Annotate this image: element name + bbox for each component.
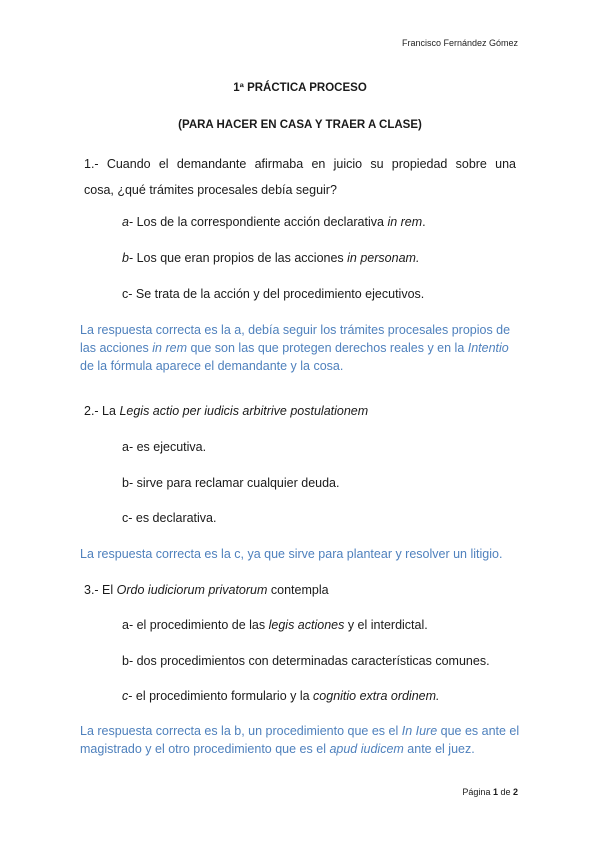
question-3-option-c xyxy=(122,689,440,703)
question-3-option-b: b- dos procedimientos con determinadas características comunes. xyxy=(122,654,490,668)
option-emphasis: in personam. xyxy=(347,251,420,265)
document-author: Francisco Fernández Gómez xyxy=(401,38,518,48)
answer-text: La respuesta correcta es la b, un procedimiento que es el xyxy=(80,724,402,738)
question-3 xyxy=(84,577,516,603)
question-1 xyxy=(84,151,516,203)
document-subtitle: (PARA HACER EN CASA Y TRAER A CLASE) xyxy=(178,119,422,131)
question-2-option-c: c- es declarativa. xyxy=(122,511,217,525)
question-2-option-b: b- sirve para reclamar cualquier deuda. xyxy=(122,476,340,490)
page-of: de xyxy=(497,787,513,797)
question-2-prefix: 2.- La xyxy=(84,404,120,418)
answer-text: ante el juez. xyxy=(403,742,475,756)
answer-text: que son las que protegen derechos reales y en la xyxy=(187,341,468,355)
question-2-option-a: a- es ejecutiva. xyxy=(122,440,207,454)
option-emphasis: in rem xyxy=(387,215,423,229)
option-letter: c xyxy=(122,689,129,703)
answer-emphasis: apud iudicem xyxy=(329,742,404,756)
option-emphasis: legis actiones xyxy=(268,618,345,632)
question-1-option-b xyxy=(122,251,419,265)
answer-text: La respuesta correcta es la a, debía seguir los trámites procesales propios de las acciones xyxy=(80,323,511,355)
option-letter: b xyxy=(122,251,129,265)
answer-emphasis: in rem xyxy=(152,341,187,355)
question-3-option-a xyxy=(122,618,428,632)
option-letter: a xyxy=(122,215,129,229)
option-text: - Los que eran propios de las acciones xyxy=(128,251,348,265)
question-1-option-a xyxy=(122,215,426,229)
answer-emphasis: Intentio xyxy=(467,341,509,355)
question-1-answer xyxy=(80,321,520,375)
answer-text: de la fórmula aparece el demandante y la cosa. xyxy=(80,359,344,373)
question-3-answer xyxy=(80,722,520,758)
question-2-answer: La respuesta correcta es la c, ya que sirve para plantear y resolver un litigio. xyxy=(80,547,503,561)
total-pages: 2 xyxy=(512,787,518,797)
question-2 xyxy=(84,398,516,424)
document-title: 1ª PRÁCTICA PROCESO xyxy=(233,82,367,94)
question-1-option-c: c- Se trata de la acción y del procedimiento ejecutivos. xyxy=(122,287,425,301)
question-1-line-2: cosa, ¿qué trámites procesales debía seguir? xyxy=(84,183,337,197)
page-number xyxy=(462,787,518,797)
page-label: Página xyxy=(462,787,493,797)
answer-text: que es ante el magistrado y el otro procedimiento que es el xyxy=(80,724,520,756)
question-3-prefix: 3.- El xyxy=(84,583,117,597)
question-3-suffix: contempla xyxy=(267,583,329,597)
question-1-line-1: 1.- Cuando el demandante afirmaba en juicio su propiedad sobre una xyxy=(84,157,516,171)
question-2-emphasis: Legis actio per iudicis arbitrive postulationem xyxy=(119,404,369,418)
option-emphasis: cognitio extra ordinem. xyxy=(313,689,440,703)
option-tail: . xyxy=(422,215,426,229)
question-3-emphasis: Ordo iudiciorum privatorum xyxy=(116,583,268,597)
option-text: - el procedimiento formulario y la xyxy=(128,689,314,703)
answer-emphasis: In Iure xyxy=(401,724,438,738)
option-tail: y el interdictal. xyxy=(344,618,428,632)
current-page: 1 xyxy=(492,787,498,797)
option-text: a- el procedimiento de las xyxy=(122,618,269,632)
option-text: - Los de la correspondiente acción declarativa xyxy=(128,215,388,229)
